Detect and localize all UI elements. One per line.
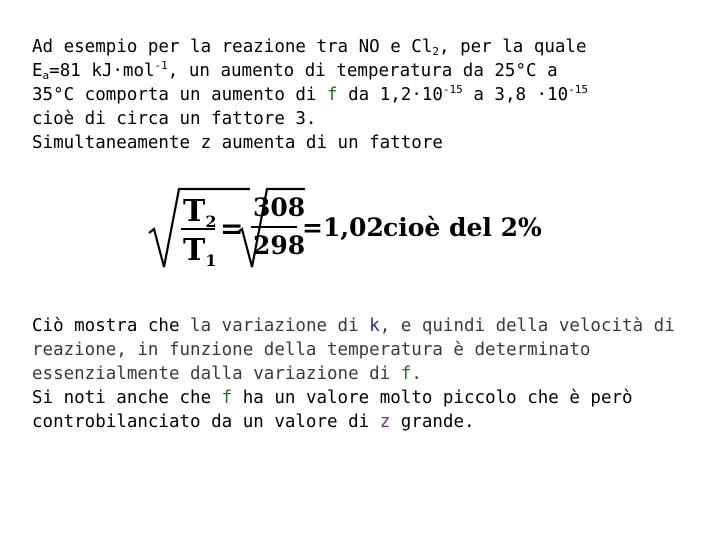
intro-paragraph <box>32 35 702 155</box>
intro-line-4: cioè di circa un fattore 3. <box>32 109 317 129</box>
formula-result: =1,02 <box>302 213 384 242</box>
text: ha un valore molto piccolo che è però <box>232 388 633 408</box>
text: essenzialmente dalla variazione di <box>32 364 401 384</box>
text: , un aumento di temperatura da 25°C a <box>167 61 558 81</box>
text: =81 kJ·mol <box>49 61 155 81</box>
formula-numerator: 308 <box>253 193 306 222</box>
intro-line-1 <box>32 35 702 59</box>
text: , per la quale <box>439 37 587 57</box>
intro-line-2 <box>32 59 702 83</box>
symbol-z: z <box>379 412 391 432</box>
formula-tail: cioè del 2% <box>383 213 542 242</box>
text: a 3,8 ·10 <box>462 85 569 105</box>
text: E <box>32 61 43 81</box>
text: Ad esempio per la reazione tra NO e Cl <box>32 37 433 57</box>
subscript: 2 <box>432 45 439 58</box>
text: Si noti anche che <box>32 388 222 408</box>
subscript: a <box>42 69 50 82</box>
symbol-k: k <box>369 316 380 336</box>
text: Ciò mostra che <box>32 316 191 336</box>
intro-line-3 <box>32 83 702 107</box>
text: grande. <box>390 412 475 432</box>
superscript: -1 <box>154 59 168 72</box>
conclusion-line-1 <box>32 314 702 338</box>
conclusion-line-5 <box>32 410 702 434</box>
superscript: -15 <box>568 83 589 96</box>
symbol-f: f <box>400 364 412 384</box>
conclusion-paragraph <box>32 314 702 434</box>
intro-line-5: Simultaneamente z aumenta di un fattore <box>32 133 443 153</box>
formula-denominator: 298 <box>253 231 306 260</box>
text: la variazione di <box>190 316 370 336</box>
conclusion-line-2: reazione, in funzione della temperatura è determinato <box>32 340 591 360</box>
text: da 1,2·10 <box>337 85 443 105</box>
conclusion-line-4 <box>32 386 702 410</box>
conclusion-line-3 <box>32 362 702 386</box>
superscript: -15 <box>442 83 463 96</box>
text: , e quindi della velocità di <box>379 316 675 336</box>
formula-equals: = <box>220 212 244 245</box>
text: controbilanciato da un valore di <box>32 412 380 432</box>
symbol-f: f <box>327 85 338 105</box>
sqrt-ratio-formula <box>145 183 545 273</box>
formula-t1: $T_1$ <box>183 233 217 270</box>
text: . <box>411 364 422 384</box>
text: 35°C comporta un aumento di <box>32 85 328 105</box>
symbol-f: f <box>221 388 233 408</box>
formula-t2: $T_2$ <box>183 194 217 231</box>
